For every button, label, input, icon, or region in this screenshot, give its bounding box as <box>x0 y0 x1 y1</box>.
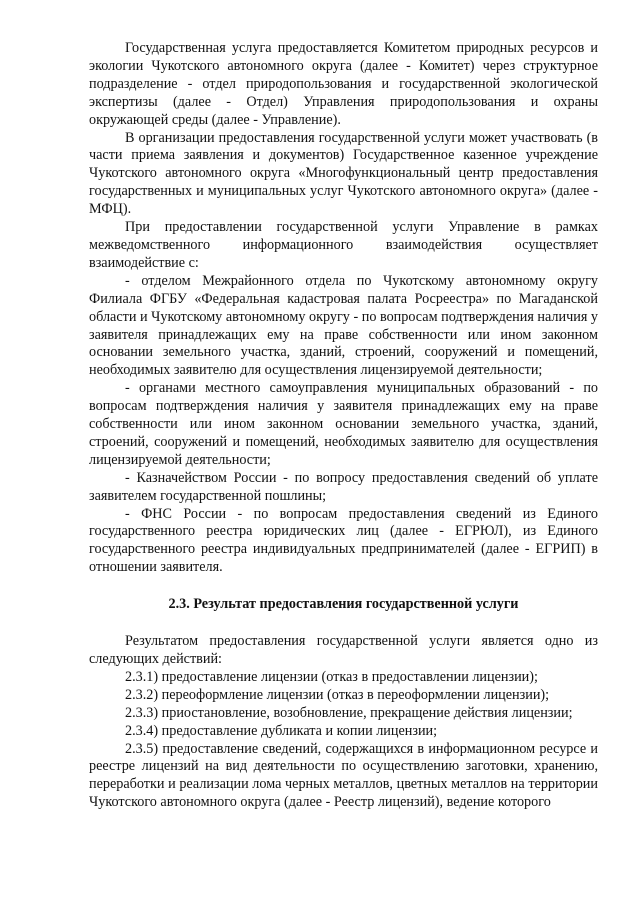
paragraph-result-intro: Результатом предоставления государственной услуги является одно из следующих действий: <box>89 633 598 667</box>
result-item-3: 2.3.3) приостановление, возобновление, прекращение действия лицензии; <box>125 704 573 721</box>
list-item-cadastral: - отделом Межрайонного отдела по Чукотскому автономному округу Филиала ФГБУ «Федеральная кадастровая палата Росреестра» по Магаданской области и Чукотскому автономному округу - по вопросам подтверждения наличия у заявителя принадлежащих ему на праве собственности или ином законном основании земельного участка, зданий, строений, сооружений и помещений, необходимых заявителю для осуществления лицензируемой деятельности; <box>89 272 598 379</box>
paragraph-interaction: При предоставлении государственной услуги Управление в рамках межведомственного информационного взаимодействия осуществляет взаимодействие с: <box>89 219 598 271</box>
list-item-local-government: - органами местного самоуправления муниципальных образований - по вопросам подтверждения наличия у заявителя принадлежащих ему на праве собственности или ином законном основании земельного участка, зданий, строений, сооружений и помещений, необходимых заявителю для осуществления лицензируемой деятельности; <box>89 380 598 468</box>
section-heading: 2.3. Результат предоставления государственной услуги <box>168 596 519 613</box>
result-item-5: 2.3.5) предоставление сведений, содержащихся в информационном ресурсе и реестре лицензий на вид деятельности по осуществлению заготовки, хранению, переработки и реализации лома черных металлов, цветных металлов на территории Чукотского автономного округа (далее - Реестр лицензий), ведение которого <box>89 740 598 811</box>
paragraph-provider: Государственная услуга предоставляется Комитетом природных ресурсов и экологии Чукотского автономного округа (далее - Комитет) через структурное подразделение - отдел природопользования и государственной экологической экспертизы (далее - Отдел) Управления природопользования и охраны окружающей среды (далее - Управление). <box>89 40 598 128</box>
result-item-4: 2.3.4) предоставление дубликата и копии лицензии; <box>125 722 438 739</box>
document-page <box>89 40 598 812</box>
list-item-treasury: - Казначейством России - по вопросу предоставления сведений об уплате заявителем государственной пошлины; <box>89 469 598 504</box>
paragraph-mfc: В организации предоставления государственной услуги может участвовать (в части приема заявления и документов) Государственное казенное учреждение Чукотского автономного округа «Многофункциональный центр предоставления государственных и муниципальных услуг Чукотского автономного округа» (далее - МФЦ). <box>89 129 598 218</box>
result-item-2: 2.3.2) переоформление лицензии (отказ в переоформлении лицензии); <box>125 686 550 703</box>
list-item-tax-service: - ФНС России - по вопросам предоставления сведений из Единого государственного реестра юридических лиц (далее - ЕГРЮЛ), из Единого государственного реестра индивидуальных предпринимателей (далее - ЕГРИП) в отношении заявителя. <box>89 505 598 576</box>
result-item-1: 2.3.1) предоставление лицензии (отказ в предоставлении лицензии); <box>125 668 538 685</box>
